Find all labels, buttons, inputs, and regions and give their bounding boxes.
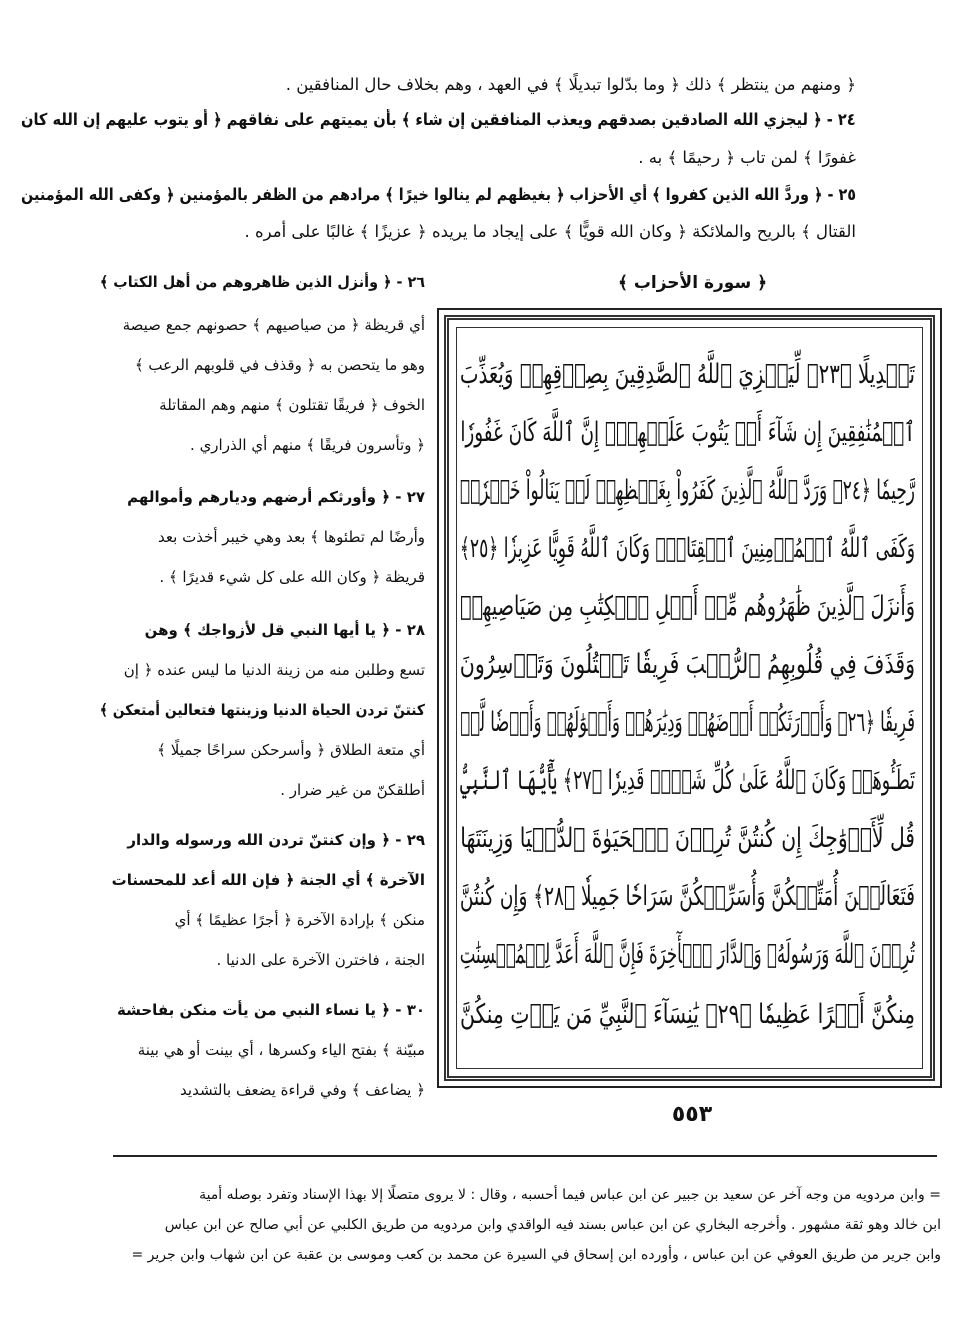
quran-line: وَقَذَفَ فِي قُلُوبِهِمُ ٱلرُّعۡبَ فَرِيقٗا تَقۡتُلُونَ وَتَأۡسِرُونَ [459,649,915,680]
quran-line: تَطَـُٔوهَاۚ وَكَانَ ٱللَّهُ عَلَىٰ كُلِّ شَيۡءٖ قَدِيرٗا ﴿٢٧﴾ يَٰٓأَيُّهَا ٱلنَّبِيُّ [460,765,915,796]
column-line: ٢٧ - ﴿ وأورثكم أرضهم وديارهم وأموالهم [127,488,425,506]
column-line: أي قريظة ﴿ من صياصيهم ﴾ حصونهم جمع صيصة [122,316,425,334]
column-line: تسع وطلبن منه من زينة الدنيا ما ليس عنده ﴿ إن [123,661,425,679]
column-line: مبيّنة ﴾ بفتح الياء وكسرها ، أي بينت أو هي بينة [137,1041,425,1059]
column-line: ٢٦ - ﴿ وأنزل الذين ظاهروهم من أهل الكتاب ﴾ [99,273,425,291]
quran-line: وَكَفَى ٱللَّهُ ٱلۡمُؤۡمِنِينَ ٱلۡقِتَالَۚ وَكَانَ ٱللَّهُ قَوِيًّا عَزِيزٗا ﴿٢٥﴾ [459,533,915,564]
footnote-line: = وابن مردويه من وجه آخر عن سعيد بن جبير عن ابن عباس فيما أحسبه ، وقال : لا يروى متصلًا إلا بهذا الإسناد وتفرد بوصله أمية [199,1187,941,1203]
column-line: كنتنّ تردن الحياة الدنيا وزينتها فتعالين أمتعكن ﴾ [99,701,425,719]
footnote-line: ابن خالد وهو ثقة مشهور . وأخرجه البخاري عن ابن عباس بسند فيه الواقدي وابن مردويه من طريق الكلبي عن أبي صالح عن ابن عباس [164,1217,941,1233]
page-number: ٥٥٣ [671,1102,713,1127]
column-line: وهو ما يتحصن به ﴿ وقذف في قلوبهم الرعب ﴾ [134,356,425,374]
top-line: ٢٤ - ﴿ ليجزي الله الصادقين بصدقهم ويعذب المنافقين إن شاء ﴾ بأن يميتهم على نفاقهم ﴿ أو يتوب عليهم إن الله كان [21,110,856,129]
column-line: وأرضًا لم تطئوها ﴾ بعد وهي خيبر أخذت بعد [158,528,425,546]
column-line: قريظة ﴿ وكان الله على كل شيء قديرًا ﴾ . [159,568,425,586]
top-line: غفورًا ﴾ لمن تاب ﴿ رحيمًا ﴾ به . [638,148,856,167]
quran-line: مِنكُنَّ أَجۡرًا عَظِيمٗا ﴿٢٩﴾ يَٰنِسَآءَ ٱلنَّبِيِّ مَن يَأۡتِ مِنكُنَّ [459,999,915,1030]
footnote-separator [113,1155,937,1157]
quran-line: رَّحِيمٗا ﴿٢٤﴾ وَرَدَّ ٱللَّهُ ٱلَّذِينَ كَفَرُواْ بِغَيۡظِهِمۡ لَمۡ يَنَالُواْ خَيۡرٗاۚ [459,475,915,506]
top-line: ﴿ ومنهم من ينتظر ﴾ ذلك ﴿ وما بدّلوا تبديلًا ﴾ في العهد ، وهم بخلاف حال المنافقين . [285,75,856,94]
quran-line: ٱلۡمُنَٰفِقِينَ إِن شَآءَ أَوۡ يَتُوبَ عَلَيۡهِمۡۚ إِنَّ ٱللَّهَ كَانَ غَفُورٗا [460,417,915,448]
top-line: ٢٥ - ﴿ وردَّ الله الذين كفروا ﴾ أي الأحزاب ﴿ بغيظهم لم ينالوا خيرًا ﴾ مرادهم من الظفر بالمؤمنين ﴿ وكفى الله المؤمنين [20,185,856,204]
column-line: ٣٠ - ﴿ يا نساء النبي من يأت منكن بفاحشة [117,1001,425,1019]
column-line: منكن ﴾ بإرادة الآخرة ﴿ أجرًا عظيمًا ﴾ أي [174,911,425,929]
surah-title: ﴿ سورة الأحزاب ﴾ [617,273,768,293]
quran-line: تَبۡدِيلًا ﴿٢٣﴾ لِّيَجۡزِيَ ٱللَّهُ ٱلصَّٰدِقِينَ بِصِدۡقِهِمۡ وَيُعَذِّبَ [459,359,915,390]
column-line: الخوف ﴿ فريقًا تقتلون ﴾ منهم وهم المقاتلة [159,396,425,414]
column-line: ﴿ يضاعف ﴾ وفي قراءة يضعف بالتشديد [180,1081,425,1099]
quran-line: قُل لِّأَزۡوَٰجِكَ إِن كُنتُنَّ تُرِدۡنَ ٱلۡحَيَوٰةَ ٱلدُّنۡيَا وَزِينَتَهَا [460,823,915,854]
column-line: الآخرة ﴾ أي الجنة ﴿ فإن الله أعد للمحسنات [111,871,425,889]
top-line: القتال ﴾ بالريح والملائكة ﴿ وكان الله قويًّا ﴾ على إيجاد ما يريده ﴿ عزيزًا ﴾ غالبًا على أمره . [244,222,856,241]
column-line: ﴿ وتأسرون فريقًا ﴾ منهم أي الذراري . [190,436,425,454]
column-line: ٢٨ - ﴿ يا أيها النبي قل لأزواجك ﴾ وهن [144,621,425,639]
column-line: الجنة ، فاخترن الآخرة على الدنيا . [216,951,425,969]
footnote-line: وابن جرير من طريق العوفي عن ابن عباس ، وأورده ابن إسحاق في السيرة عن محمد بن كعب وموسى بن عقبة عن ابن شهاب وابن جرير = [131,1247,941,1263]
quran-line: تُرِدۡنَ ٱللَّهَ وَرَسُولَهُۥ وَٱلدَّارَ ٱلۡأٓخِرَةَ فَإِنَّ ٱللَّهَ أَعَدَّ لِلۡمُحۡسِنَٰتِ [459,939,915,970]
quran-line: وَأَنزَلَ ٱلَّذِينَ ظَٰهَرُوهُم مِّنۡ أَهۡلِ ٱلۡكِتَٰبِ مِن صَيَاصِيهِمۡ [459,591,915,622]
column-line: ٢٩ - ﴿ وإن كنتنّ تردن الله ورسوله والدار [127,831,425,849]
column-line: أي متعة الطلاق ﴿ وأسرحكن سراحًا جميلًا ﴾ [157,741,425,759]
quran-line: فَتَعَالَيۡنَ أُمَتِّعۡكُنَّ وَأُسَرِّحۡكُنَّ سَرَاحٗا جَمِيلٗا ﴿٢٨﴾ وَإِن كُنتُنَّ [459,881,915,912]
quran-line: فَرِيقٗا ﴿٢٦﴾ وَأَوۡرَثَكُمۡ أَرۡضَهُمۡ وَدِيَٰرَهُمۡ وَأَمۡوَٰلَهُمۡ وَأَرۡضٗا لَّمۡ [460,707,915,738]
column-line: أطلقكنّ من غير ضرار . [280,781,425,799]
